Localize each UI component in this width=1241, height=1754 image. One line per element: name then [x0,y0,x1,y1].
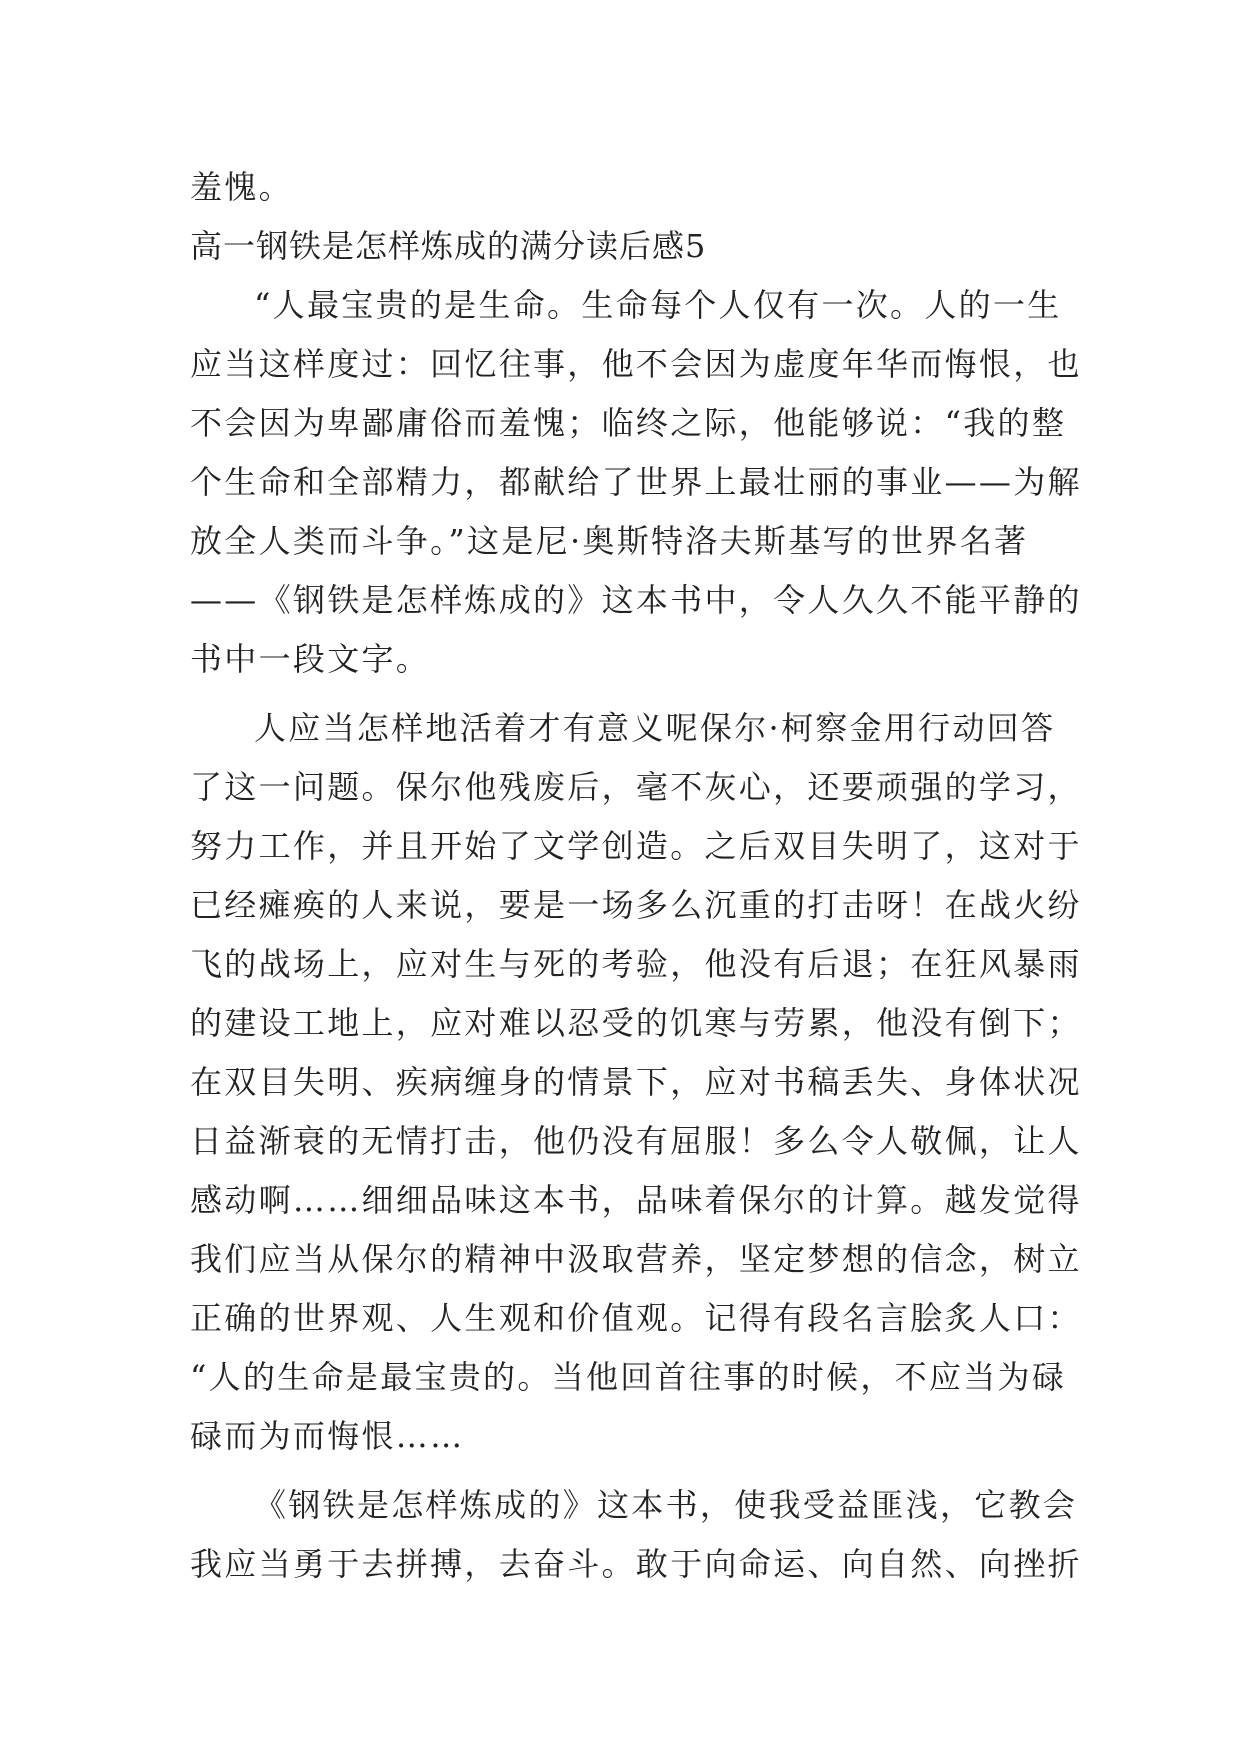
paragraph-gap [190,1466,1050,1476]
paragraph-line: 人应当怎样地活着才有意义呢保尔·柯察金用行动回答 [254,709,1056,747]
paragraph-line: 日益渐衰的无情打击，他仍没有屈服！多么令人敬佩，让人 [190,1122,1082,1160]
paragraph-gap [190,689,1050,699]
paragraph-line: “人最宝贵的是生命。生命每个人仅有一次。人的一生 [254,286,1062,324]
paragraph-line: 碌而为而悔恨…… [190,1417,465,1455]
paragraph-line: 感动啊……细细品味这本书，品味着保尔的计算。越发觉得 [190,1181,1082,1219]
document-body [190,158,1082,1594]
section-title: 高一钢铁是怎样炼成的满分读后感5 [190,227,707,265]
paragraph-line: 正确的世界观、人生观和价值观。记得有段名言脍炙人口： [190,1299,1082,1337]
paragraph-line: 个生命和全部精力，都献给了世界上最壮丽的事业——为解 [190,463,1082,501]
paragraph-line: 努力工作，并且开始了文学创造。之后双目失明了，这对于 [190,827,1082,865]
paragraph-line: 不会因为卑鄙庸俗而羞愧；临终之际，他能够说：“我的整 [190,404,1067,442]
paragraph-line: 放全人类而斗争。”这是尼·奥斯特洛夫斯基写的世界名著 [190,522,1029,560]
paragraph-line: 书中一段文字。 [190,640,431,678]
paragraph-line: 飞的战场上，应对生与死的考验，他没有后退；在狂风暴雨 [190,945,1082,983]
paragraph-line: ——《钢铁是怎样炼成的》这本书中，令人久久不能平静的 [190,581,1082,619]
paragraph-line: 《钢铁是怎样炼成的》这本书，使我受益匪浅，它教会 [254,1486,1078,1524]
paragraph-line: 的建设工地上，应对难以忍受的饥寒与劳累，他没有倒下； [190,1004,1082,1042]
paragraph-line: 在双目失明、疾病缠身的情景下，应对书稿丢失、身体状况 [190,1063,1082,1101]
paragraph-3 [190,1476,1082,1594]
paragraph-2 [190,699,1082,1466]
paragraph-line: “人的生命是最宝贵的。当他回首往事的时候，不应当为碌 [190,1358,1067,1396]
previous-paragraph-tail: 羞愧。 [190,168,293,206]
paragraph-line: 我们应当从保尔的精神中汲取营养，坚定梦想的信念，树立 [190,1240,1082,1278]
paragraph-line: 已经瘫痪的人来说，要是一场多么沉重的打击呀！在战火纷 [190,886,1082,924]
paragraph-line: 应当这样度过：回忆往事，他不会因为虚度年华而悔恨，也 [190,345,1082,383]
paragraph-line: 我应当勇于去拼搏，去奋斗。敢于向命运、向自然、向挫折 [190,1545,1082,1583]
paragraph-1 [190,276,1082,689]
paragraph-line: 了这一问题。保尔他残废后，毫不灰心，还要顽强的学习， [190,768,1082,806]
